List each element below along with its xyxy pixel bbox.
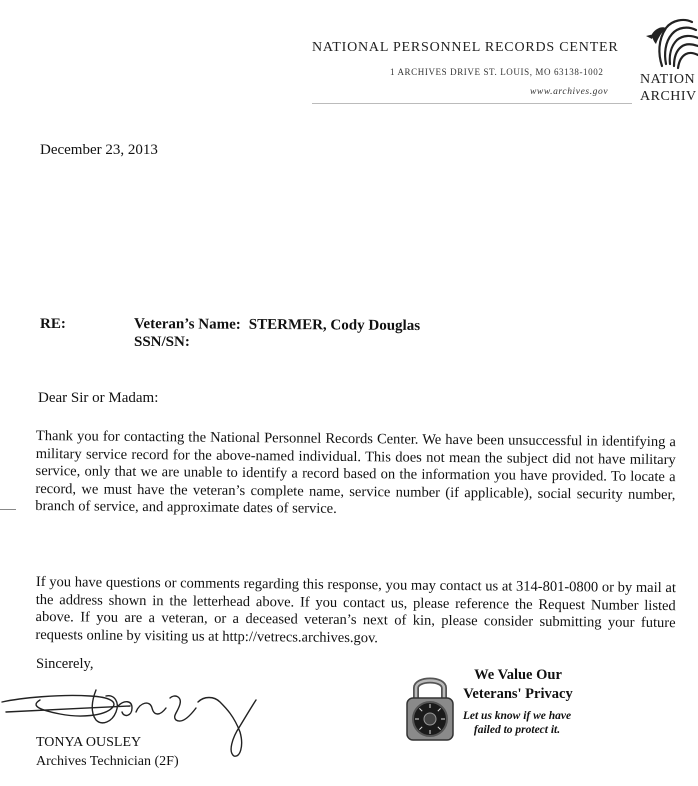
letterhead-org-name: NATIONAL PERSONNEL RECORDS CENTER [312,40,619,55]
veteran-name-line [134,316,420,335]
logo-wordmark-line1: NATION [640,72,696,87]
re-label: RE: [40,316,66,332]
signer-block [36,733,179,771]
body-paragraph-1: Thank you for contacting the National Personnel Records Center. We have been unsuccessful in identifying a military service record for the above-named individual. This does not mean the subject did not have military service, only that we are unable to identify a record based on the information you have provided. To locate a record, we must have the veteran’s complete name, service number (if applicable), social security number, branch of service, and approximate dates of service. [35,428,676,517]
privacy-subtitle-line2: failed to protect it. [473,724,561,736]
veteran-name-label: Veteran’s Name: [133,316,241,333]
signer-name: TONYA OUSLEY [36,735,142,750]
letterhead-website: www.archives.gov [530,87,609,97]
privacy-badge-subtitle [448,709,586,737]
privacy-badge-title [446,666,590,704]
privacy-title-line1: We Value Our [474,667,562,683]
veteran-name-value: STERMER, Cody Douglas [248,316,421,334]
privacy-subtitle-line1: Let us know if we have [462,710,572,722]
scan-edge-mark [0,509,16,510]
privacy-title-line2: Veterans' Privacy [463,686,573,702]
closing: Sincerely, [36,656,94,672]
letter-date: December 23, 2013 [40,142,158,158]
logo-wordmark [640,71,697,105]
ssn-label: SSN/SN: [134,334,190,350]
logo-wordmark-line2: ARCHIV [640,89,697,104]
salutation: Dear Sir or Madam: [38,390,159,406]
letterhead-divider [312,103,632,104]
letterhead-address: 1 ARCHIVES DRIVE ST. LOUIS, MO 63138-1002 [390,67,604,77]
body-paragraph-2: If you have questions or comments regarding this response, you may contact us at 314-801-0800 or by mail at the address shown in the letterhead above. If you contact us, please reference the Request Number listed above. If you are a veteran, or a deceased veteran’s next of kin, please consider submitting your future requests online by visiting us at http://vetrecs.archives.gov. [35,574,676,646]
signer-title: Archives Technician (2F) [36,754,179,769]
